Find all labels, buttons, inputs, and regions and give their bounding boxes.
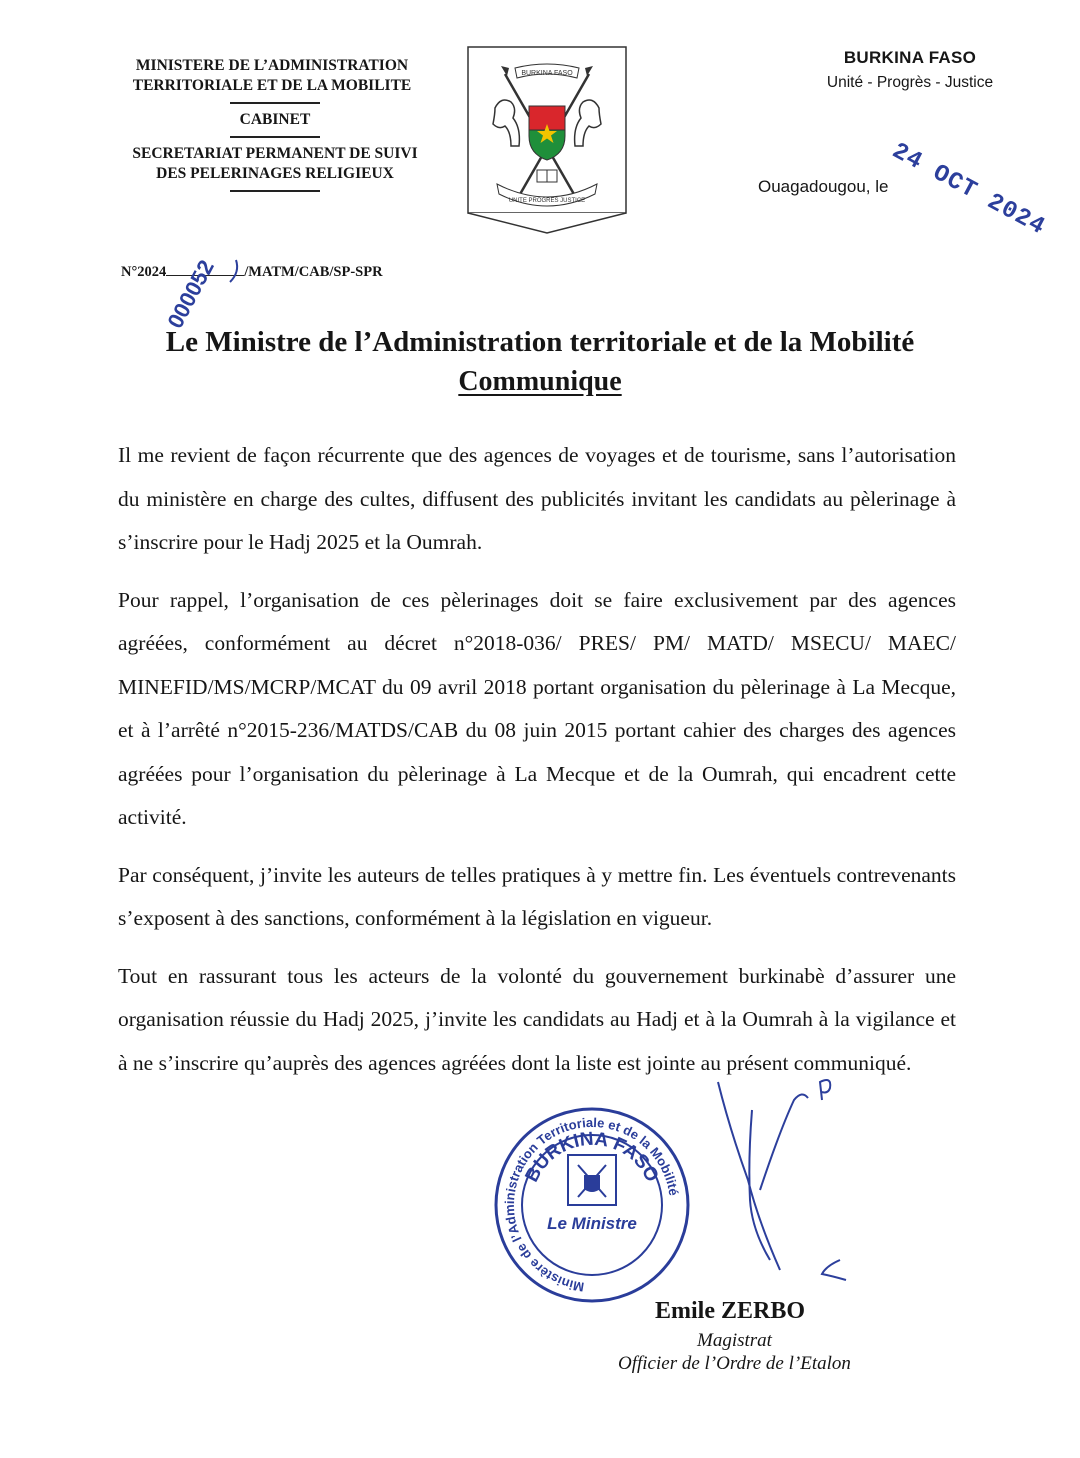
paragraph: Pour rappel, l’organisation de ces pèlerinages doit se faire exclusivement par des agences agréées, conformément au décret n°2018-036/ PRES/ PM/ MATD/ MSECU/ MAEC/ MINEFID/MS/MCRP/MCAT du 09 avril 2018 portant organisation du pèlerinage à La Mecque, et à l’arrêté n°2015-236/MATDS/CAB du 08 juin 2015 portant cahier des charges des agences agréées pour l’organisation du pèlerinage à La Mecque et de la Oumrah, qui encadrent cette activité.: [118, 587, 956, 829]
secretariat-line2: DES PELERINAGES RELIGIEUX: [156, 165, 394, 182]
date-stamp: 24 OCT 2024: [887, 138, 1050, 242]
signer-name: Emile ZERBO: [655, 1298, 806, 1324]
paragraph: Par conséquent, j’invite les auteurs de telles pratiques à y mettre fin. Les éventuels contrevenants s’exposent à des sanctions, conformément à la législation en vigueur.: [118, 862, 956, 930]
handwritten-reference: [160, 222, 270, 342]
country-name: BURKINA FASO: [843, 48, 977, 67]
cabinet-label: CABINET: [239, 111, 311, 128]
emblem-ribbon-text: UNITE PROGRES JUSTICE: [508, 198, 586, 204]
secretariat-line1: SECRETARIAT PERMANENT DE SUIVI: [132, 145, 418, 162]
document-title: Le Ministre de l’Administration territoriale et de la Mobilité: [165, 326, 915, 358]
emblem-banner-text: BURKINA FASO: [521, 70, 573, 77]
seal-top-text: BURKINA FASO: [521, 1128, 663, 1186]
reference-prefix: N°2024: [121, 264, 167, 280]
header-right: [800, 48, 1020, 92]
ministry-name-line2: TERRITORIALE ET DE LA MOBILITE: [132, 77, 412, 94]
seal-center-text: Le Ministre: [547, 1214, 637, 1233]
paragraph: Tout en rassurant tous les acteurs de la volonté du gouvernement burkinabè d’assurer une organisation réussie du Hadj 2025, j’invite les candidats au Hadj et à la Oumrah à la vigilance et à ne s’inscrire qu’auprès des agences agréées dont la liste est jointe au présent communiqué.: [118, 963, 956, 1075]
place-date-label: Ouagadougou, le: [758, 177, 889, 196]
header-left: [110, 56, 440, 198]
signer-title-magistrat: Magistrat: [697, 1330, 772, 1351]
handwritten-number: 000052: [162, 255, 219, 333]
paragraph: Il me revient de façon récurrente que des agences de voyages et de tourisme, sans l’autorisation du ministère en charge des cultes, diffusent des publicités invitant les candidats au pèlerinage à s’inscrire pour le Hadj 2025 et la Oumrah.: [118, 443, 956, 554]
header-divider: [230, 136, 320, 138]
national-motto: Unité - Progrès - Justice: [826, 74, 994, 91]
reference-suffix: /MATM/CAB/SP-SPR: [244, 264, 383, 280]
header-divider: [230, 190, 320, 192]
ministry-name-line1: MINISTERE DE L’ADMINISTRATION: [135, 57, 409, 74]
handwritten-signature: [690, 1070, 870, 1310]
document-body: [118, 434, 956, 1099]
document-subtitle: [0, 366, 1080, 398]
coat-of-arms-emblem: [467, 46, 627, 234]
header-divider: [230, 102, 320, 104]
seal-ring-text: Ministère de l’Administration Territoriale et de la Mobilité: [501, 1114, 682, 1295]
signer-title-officier: Officier de l’Ordre de l’Etalon: [618, 1353, 851, 1374]
official-seal-stamp: [492, 1105, 692, 1305]
communique-heading: Communique: [458, 366, 622, 397]
